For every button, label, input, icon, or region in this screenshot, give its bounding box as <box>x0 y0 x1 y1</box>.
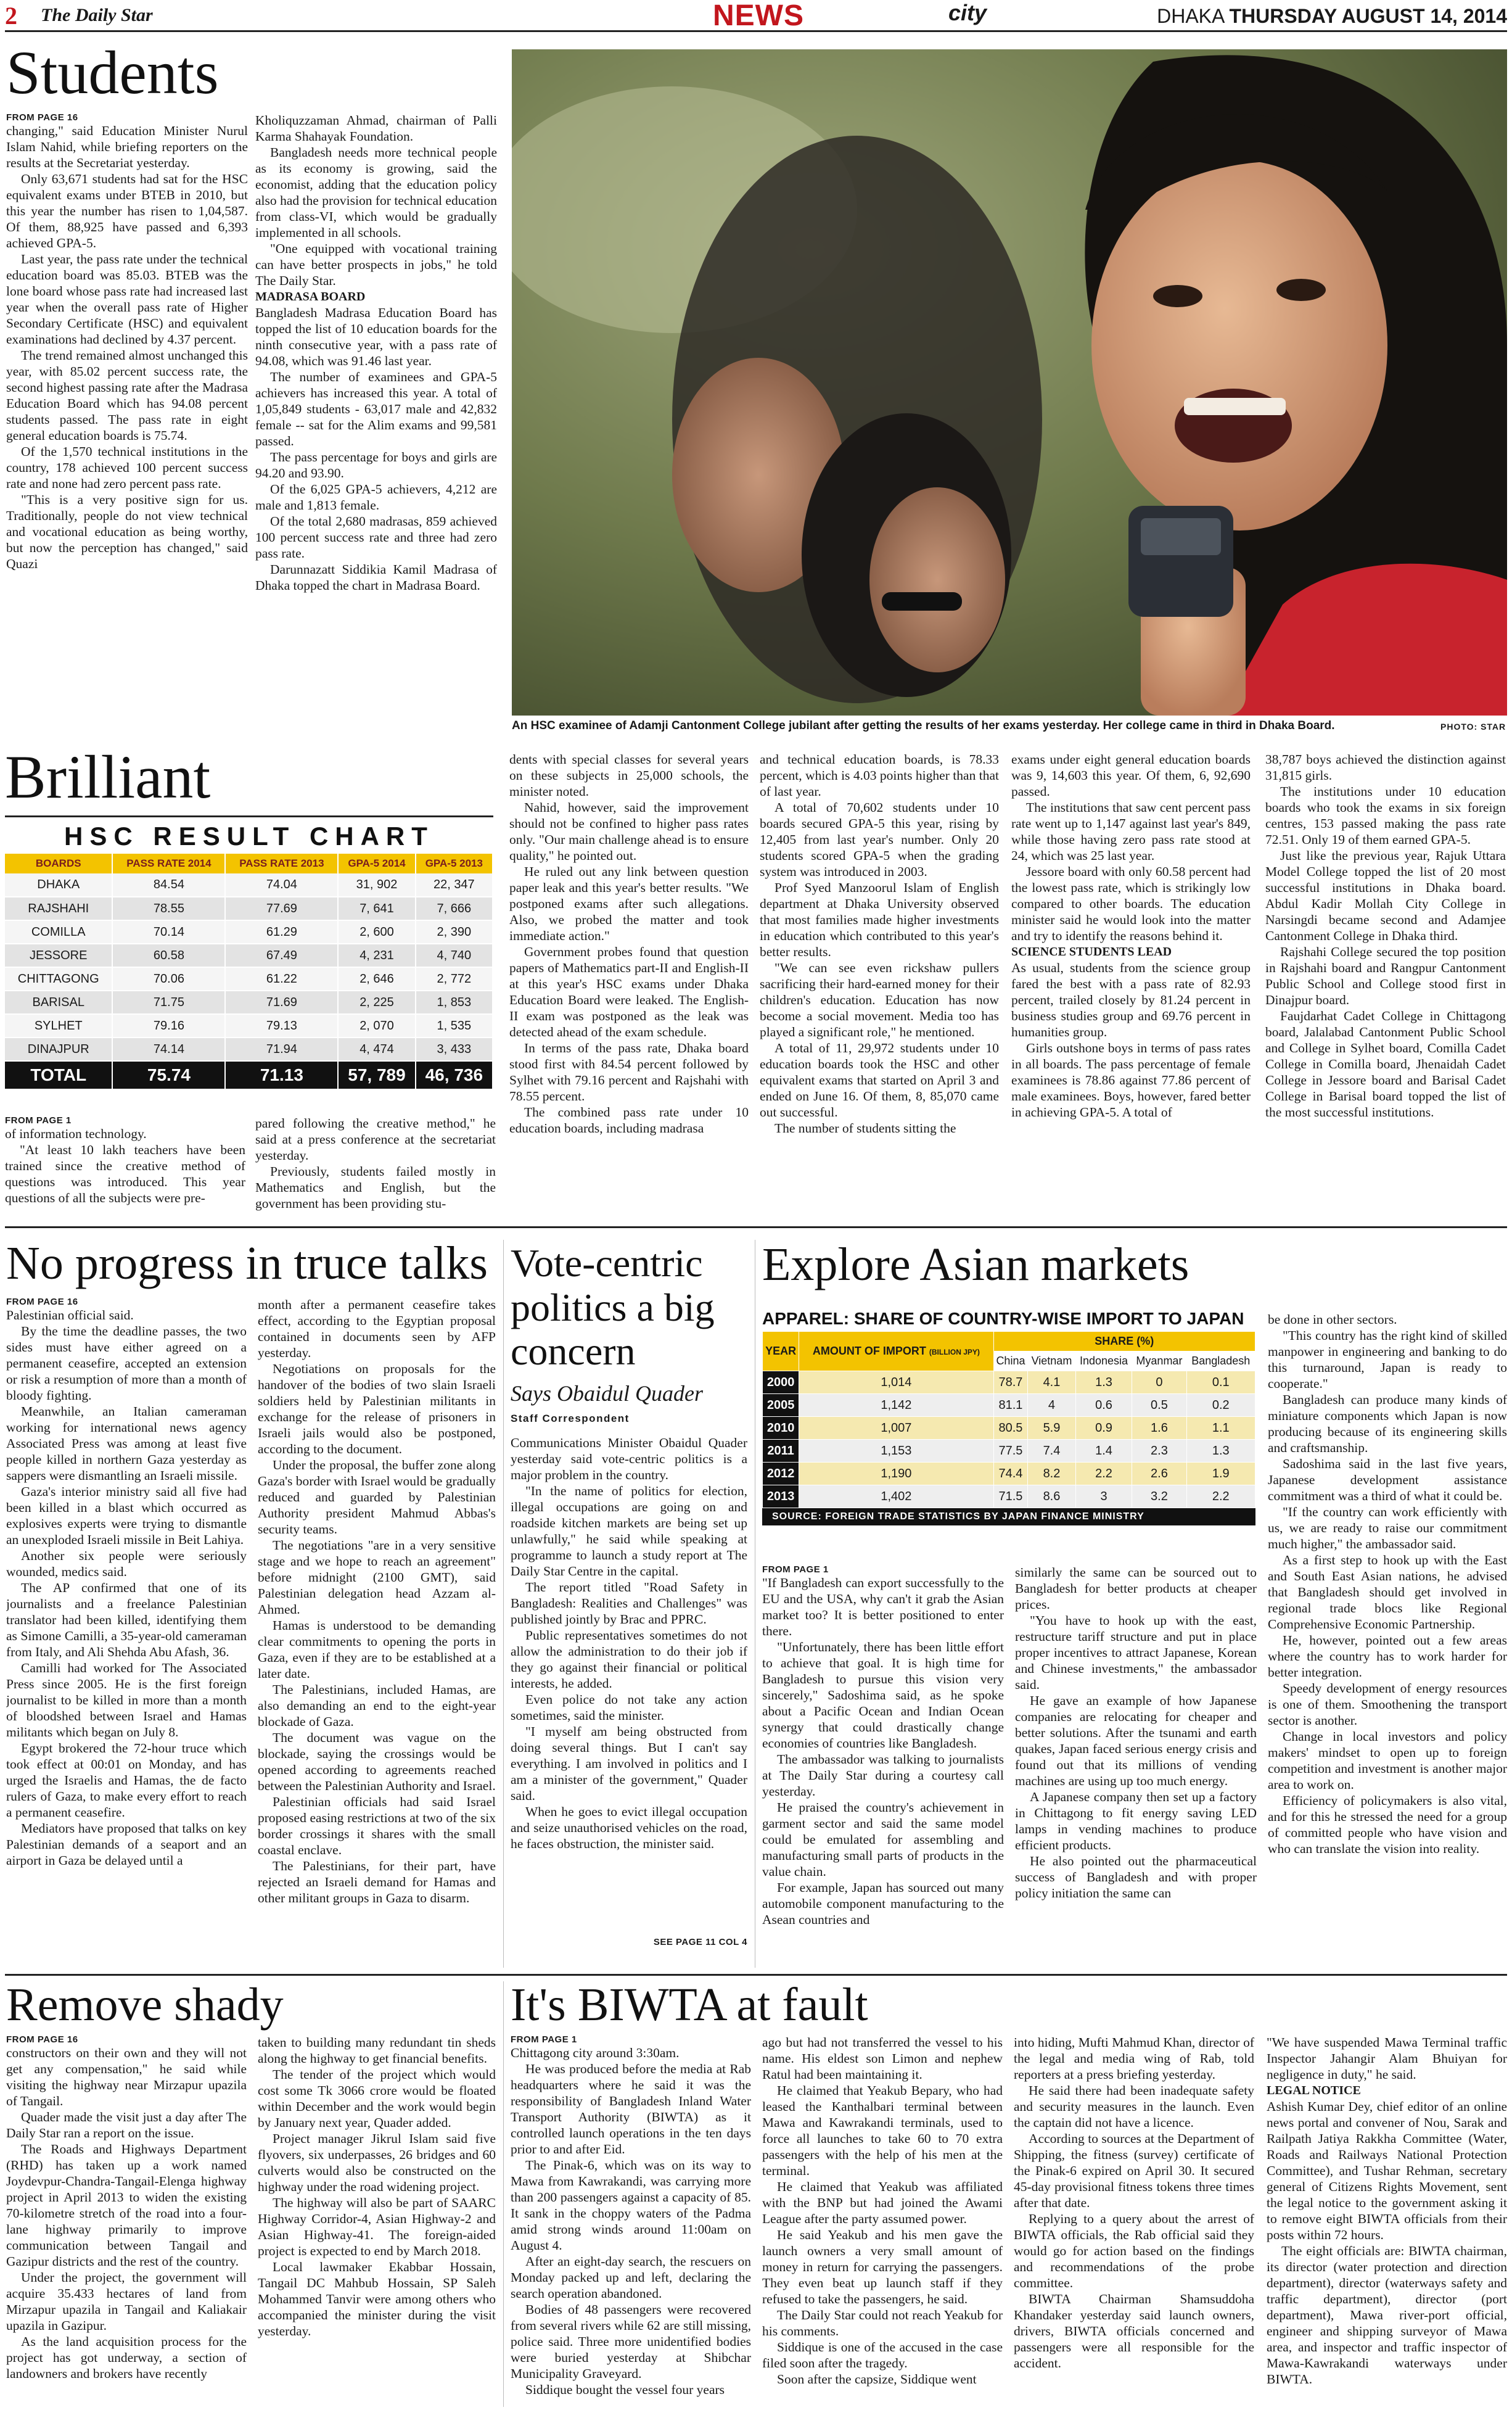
paper-name: The Daily Star <box>41 5 153 25</box>
country-header: Myanmar <box>1132 1351 1186 1371</box>
table-row: 2013 1,402 71.5 8.6 3 3.2 2.2 <box>763 1485 1255 1508</box>
from-page-label: FROM PAGE 1 <box>5 1115 72 1126</box>
shady-headline: Remove shady <box>6 1979 284 2031</box>
table-row: 2000 1,014 78.7 4.1 1.3 0 0.1 <box>763 1371 1255 1394</box>
vote-byline: Staff Correspondent <box>511 1413 630 1424</box>
paragraph: He said there had been inadequate safety and security measures in the launch. Even the captain did not have a licence. <box>1014 2083 1254 2130</box>
column-header: SHARE (%) <box>993 1332 1255 1351</box>
asian-column-2 <box>1015 1564 1257 1969</box>
paragraph: "We can see even rickshaw pullers sacrificing their hard-earned money for their children's education. Education has now become a social movement. Media too has played a significant role," he mentioned. <box>760 960 999 1039</box>
paragraph: As the land acquisition process for the project has got underway, a section of landowners and brokers have recently <box>6 2334 247 2381</box>
paragraph: He gave an example of how Japanese companies are relocating for cheaper and better solutions. After the tsunami and earth quakes, Japan faced serious energy crisis and found out that its millions of vending machines are using up too much energy. <box>1015 1693 1257 1788</box>
from-page-label: FROM PAGE 1 <box>511 2034 577 2045</box>
paragraph: Only 63,671 students had sat for the HSC equivalent exams under BTEB in 2010, but this year the number has risen to 1,04,587. Of them, 88,925 have passed and 6,393 achieved GPA-5. <box>6 171 248 250</box>
paragraph: dents with special classes for several years on these subjects in 25,000 schools, the minister noted. <box>509 752 749 799</box>
table-row: JESSORE 60.58 67.49 4, 231 4, 740 <box>5 944 493 967</box>
paragraph: Camilli had worked for The Associated Press since 2005. He is the first foreign journalist to be killed in more than a month of bloodshed between Israel and Hamas militants which began on July 8. <box>6 1661 247 1739</box>
paragraph: Girls outshone boys in terms of pass rates in all boards. The pass percentage of female examinees is 78.86 against 77.86 percent of male examinees. Boys, however, fared better in achieving GPA-5. A total of <box>1011 1041 1251 1120</box>
paragraph: He was produced before the media at Rab headquarters where he said it was the responsibility of Bangladesh Inland Water Transport Authority (BIWTA) as it controlled launch operations in the ten days prior to and after Eid. <box>511 2061 751 2156</box>
country-header: Vietnam <box>1028 1351 1075 1371</box>
truce-column-1 <box>6 1297 247 1969</box>
brilliant-column-3 <box>509 751 749 1218</box>
paragraph: Under the project, the government will acquire 35.433 hectares of land from Mirzapur upazila in Tangail and Kaliakair upazila in Gazipur. <box>6 2270 247 2333</box>
paragraph: "If Bangladesh can export successfully to the EU and the USA, why can't it grab the Asian market too? It is better positioned to enter there. <box>762 1575 1004 1638</box>
subhead-madrasa-board: MADRASA BOARD <box>255 290 366 303</box>
paragraph: and technical education boards, is 78.33 percent, which is 4.03 points higher than that of last year. <box>760 752 999 799</box>
subsection-label: city <box>948 0 987 25</box>
paragraph: Darunnazatt Siddikia Kamil Madrasa of Dhaka topped the chart in Madrasa Board. <box>255 562 497 593</box>
paragraph: After an eight-day search, the rescuers on Monday packed up and left, declaring the search operation abandoned. <box>511 2254 751 2301</box>
apparel-import-table <box>762 1306 1255 1525</box>
paragraph: Bangladesh needs more technical people as its economy is growing, said the economist, adding that the education policy also had the provision for technical education from class-VI, which would be gradually implemented in all schools. <box>255 145 497 240</box>
paragraph: He also pointed out the pharmaceutical success of Bangladesh and with proper policy initiation the same can <box>1015 1854 1257 1900</box>
paragraph: 38,787 boys achieved the distinction against 31,815 girls. <box>1265 752 1506 783</box>
biwta-headline: It's BIWTA at fault <box>511 1979 868 2031</box>
from-page-label: FROM PAGE 16 <box>6 112 78 123</box>
table-row: RAJSHAHI 78.55 77.69 7, 641 7, 666 <box>5 897 493 920</box>
paragraph: A Japanese company then set up a factory in Chittagong to fit energy saving LED lamps in vending machines to produce efficient products. <box>1015 1789 1257 1852</box>
paragraph: He praised the country's achievement in garment sector and said the same model could be emulated for assembling and manufacturing small parts of products in the value chain. <box>762 1800 1004 1879</box>
table-header <box>763 1332 1255 1351</box>
biwta-column-2 <box>762 2034 1003 2408</box>
shady-column-2 <box>258 2034 496 2408</box>
news-photo <box>512 49 1507 716</box>
country-header: Indonesia <box>1075 1351 1132 1371</box>
paragraph: The number of examinees and GPA-5 achievers has increased this year. A total of 1,05,849 students - 63,017 male and 42,832 female -- sat for the Alim exams and 99,581 passed. <box>255 369 497 448</box>
asian-column-3 <box>1268 1311 1507 1969</box>
students-column-1 <box>6 112 248 735</box>
students-headline: Students <box>6 38 219 107</box>
jump-line: SEE PAGE 11 COL 4 <box>653 1937 747 1947</box>
paragraph: "At least 10 lakh teachers have been trained since the creative method of questions was introduced. This year questions of all the subjects were pre- <box>5 1142 245 1205</box>
column-header: YEAR <box>763 1332 799 1371</box>
column-header: PASS RATE 2014 <box>112 854 225 873</box>
paragraph: constructors on their own and they will not get any compensation," he said while visiting the highway near Mirzapur upazila of Tangail. <box>6 2045 247 2108</box>
section-divider <box>5 1226 1507 1228</box>
paragraph: month after a permanent ceasefire takes effect, according to the Egyptian proposal contained in documents seen by AFP yesterday. <box>258 1297 496 1360</box>
paragraph: Speedy development of energy resources is one of them. Smoothening the transport sector is another. <box>1268 1681 1507 1728</box>
vote-column <box>511 1435 747 1922</box>
paragraph: Kholiquzzaman Ahmad, chairman of Palli Karma Shahayak Foundation. <box>255 113 497 144</box>
paragraph: Egypt brokered the 72-hour truce which took effect at 00:01 on Monday, and has urged the Israelis and Hamas, the de facto rulers of Gaza, to make every effort to reach a permanent ceasefire. <box>6 1741 247 1820</box>
paragraph: Government probes found that question papers of Mathematics part-II and English-II at this year's HSC exams under Dhaka Education Board were leaked. The English-II exam was postponed as the leak was detected ahead of the exam schedule. <box>509 944 749 1039</box>
photo-credit: PHOTO: STAR <box>1440 722 1506 732</box>
paragraph: of information technology. <box>5 1126 147 1141</box>
japan-import-share-table <box>762 1331 1255 1508</box>
brilliant-column-2 <box>255 1115 496 1218</box>
vote-headline: Vote-centric politics a big concern <box>511 1241 715 1374</box>
paragraph: The tender of the project which would cost some Tk 3066 crore would be floated within December and the work would begin by January next year, Quader added. <box>258 2067 496 2130</box>
paragraph: The AP confirmed that one of its journalists and a freelance Palestinian translator had been killed, identifying them as Simone Camilli, a 35-year-old cameraman from Italy, and Ali Shehda Abu Afash, 36. <box>6 1580 247 1659</box>
paragraph: The Roads and Highways Department (RHD) has taken up a work named Joydevpur-Chandra-Tangail-Elenga highway project in April 2013 to widen the existing 70-kilometre stretch of the road into a four-lane highway primarily to improve communication between Tangail and Gazipur districts and the rest of the country. <box>6 2142 247 2269</box>
paragraph: "Unfortunately, there has been little effort to achieve that goal. It is high time for Bangladesh to pursue this vision very sincerely," Sadoshima said, as he spoke about a Pacific Ocean and Indian Ocean synergy that could drastically change economies of countries like Bangladesh. <box>762 1640 1004 1751</box>
paragraph: Ashish Kumar Dey, chief editor of an online news portal and convener of Nou, Sarak and Railpath Jatiya Rakkha Committee (Water, Roads and Railways National Protection Committee), and Tushar Rehman, secretary general of Citizens Rights Movement, sent the legal notice to the government asking it to remove eight BIWTA officials from their posts within 72 hours. <box>1267 2099 1507 2242</box>
paragraph: similarly the same can be sourced out to Bangladesh for better products at cheaper prices. <box>1015 1565 1257 1612</box>
brilliant-column-6 <box>1265 751 1506 1218</box>
paragraph: Soon after the capsize, Siddique went <box>777 2372 977 2387</box>
table-row: BARISAL 71.75 71.69 2, 225 1, 853 <box>5 991 493 1014</box>
table-row: 2010 1,007 80.5 5.9 0.9 1.6 1.1 <box>763 1417 1255 1440</box>
table-row: CHITTAGONG 70.06 61.22 2, 646 2, 772 <box>5 967 493 991</box>
paragraph: Previously, students failed mostly in Mathematics and English, but the government has been providing stu- <box>255 1164 496 1211</box>
hsc-result-chart <box>5 815 493 1090</box>
paragraph: Faujdarhat Cadet College in Chittagong board, Jalalabad Cantonment Public School and College in Sylhet board, Comilla Cadet College in Comilla board, Jhenaidah Cadet College in Jessore board and Barisal Cadet College in Barisal board topped the list of the most successful institutions. <box>1265 1009 1506 1120</box>
column-header: PASS RATE 2013 <box>225 854 338 873</box>
paragraph: Nahid, however, said the improvement should not be confined to higher pass rates only. "Our main challenge ahead is to ensure quality," he pointed out. <box>509 800 749 863</box>
paragraph: He claimed that Yeakub was affiliated with the BNP but had joined the Awami League after the party assumed power. <box>762 2179 1003 2226</box>
paragraph: Jessore board with only 60.58 percent had the lowest pass rate, which is strikingly low compared to other boards. The education minister said he would look into the matter and try to identify the reasons behind it. <box>1011 864 1251 943</box>
paragraph: Bangladesh Madrasa Education Board has topped the list of 10 education boards for the ninth consecutive year, with a pass rate of 94.08, which was 91.46 last year. <box>255 305 497 368</box>
paragraph: "This country has the right kind of skilled manpower in engineering and banking to do this turnaround, Japan is ready to cooperate." <box>1268 1328 1507 1391</box>
shady-column-1 <box>6 2034 247 2408</box>
paragraph: Public representatives sometimes do not allow the administration to do their job if they go against their financial or political interests, he added. <box>511 1628 747 1691</box>
paragraph: Just like the previous year, Rajuk Uttara Model College topped the list of 20 most successful institutions in Dhaka board. Abdul Kadir Mollah City College in Narsingdi became second and Adamjee Cantonment College in Dhaka third. <box>1265 848 1506 943</box>
paragraph: He, however, pointed out a few areas where the country has to work harder for better integration. <box>1268 1633 1507 1680</box>
table-row: 2005 1,142 81.1 4 0.6 0.5 0.2 <box>763 1394 1255 1417</box>
paragraph: Communications Minister Obaidul Quader yesterday said vote-centric politics is a major problem in the country. <box>511 1435 747 1482</box>
paragraph: Gaza's interior ministry said all five had been killed in a blast which occurred as explosives experts were trying to dismantle an unexploded Israeli missile in Beit Lahiya. <box>6 1484 247 1547</box>
paragraph: By the time the deadline passes, the two sides must have either agreed on a permanent ceasefire, accepted an extension or risk a resumption of more than a month of bloody fighting. <box>6 1324 247 1403</box>
paragraph: Replying to a query about the arrest of BIWTA officials, the Rab official said they would go for action based on the findings and recommendations of the probe committee. <box>1014 2211 1254 2290</box>
section-label: NEWS <box>713 0 804 32</box>
paragraph: The institutions under 10 education boards who took the exams in six foreign centres, 153 passed making the pass rate 72.51. Only 19 of them earned GPA-5. <box>1265 784 1506 847</box>
column-header: BOARDS <box>5 854 112 873</box>
paragraph: For example, Japan has sourced out many automobile component manufacturing to the Asean countries and <box>762 1880 1004 1927</box>
hsc-result-table <box>5 854 493 1090</box>
paragraph: Palestinian official said. <box>6 1308 134 1323</box>
paragraph: Hamas is understood to be demanding clear commitments to opening the ports in Gaza, even if they are to be established at a later date. <box>258 1618 496 1681</box>
brilliant-column-4 <box>760 751 999 1218</box>
paragraph: Of the 1,570 technical institutions in the country, 178 achieved 100 percent success rate and none had zero percent pass rate. <box>6 444 248 491</box>
paragraph: "In the name of politics for election, illegal occupations are going on and roadside kitchen markets are being set up unlawfully," he said while speaking at programme to launch a study report at The Daily Star Centre in the capital. <box>511 1484 747 1578</box>
brilliant-column-1 <box>5 1115 245 1218</box>
paragraph: Even police do not take any action sometimes, said the minister. <box>511 1692 747 1723</box>
table-source: SOURCE: FOREIGN TRADE STATISTICS BY JAPAN FINANCE MINISTRY <box>762 1508 1255 1525</box>
biwta-column-1 <box>511 2034 751 2408</box>
paragraph: "You have to hook up with the east, restructure tariff structure and put in place proper incentives to attract Japanese, Korean and Chinese investments," the ambassador said. <box>1015 1613 1257 1692</box>
table-total-row: TOTAL 75.74 71.13 57, 789 46, 736 <box>5 1061 493 1089</box>
paragraph: The trend remained almost unchanged this year, with 85.02 percent success rate, the second highest passing rate after the Madrasa Education Board which has 94.08 percent students passed. The pass rate in eight general education boards is 75.74. <box>6 348 248 443</box>
paragraph: Siddique bought the vessel four years <box>525 2382 725 2397</box>
paragraph: BIWTA Chairman Shamsuddoha Khandaker yesterday said launch owners, drivers, BIWTA officials concerned and passengers were all responsible for the accident. <box>1014 2292 1254 2371</box>
column-rule <box>503 1240 504 1968</box>
paragraph: A total of 11, 29,972 students under 10 education boards took the HSC and other equivalent exams that started on April 3 and ended on June 16. Of them, 8, 85,070 came out successful. <box>760 1041 999 1120</box>
paragraph: Chittagong city around 3:30am. <box>511 2045 680 2060</box>
paragraph: Of the total 2,680 madrasas, 859 achieved 100 percent success rate and three had zero pass rate. <box>255 514 497 561</box>
paragraph: Mediators have proposed that talks on key Palestinian demands of a seaport and an airport in Gaza be delayed until a <box>6 1821 247 1868</box>
table-header <box>5 854 493 873</box>
paragraph: The Palestinians, for their part, have rejected an Israeli demand for Hamas and other militant groups in Gaza to disarm. <box>258 1859 496 1905</box>
paragraph: The Pinak-6, which was on its way to Mawa from Kawrakandi, was carrying more than 200 passengers against a capacity of 85. It sank in the choppy waters of the Padma amid strong winds around 11:00am on August 4. <box>511 2158 751 2253</box>
column-rule <box>503 1981 504 2407</box>
table-title: APPAREL: SHARE OF COUNTRY-WISE IMPORT TO JAPAN <box>762 1309 1244 1328</box>
from-page-label: FROM PAGE 16 <box>6 2034 78 2045</box>
paragraph: ago but had not transferred the vessel to his name. His eldest son Limon and nephew Ratul had been maintaining it. <box>762 2035 1003 2082</box>
subhead-legal-notice: LEGAL NOTICE <box>1267 2084 1361 2097</box>
paragraph: into hiding, Mufti Mahmud Khan, director of the legal and media wing of Rab, told reporters at a press briefing yesterday. <box>1014 2035 1254 2082</box>
paragraph: "We have suspended Mawa Terminal traffic Inspector Jahangir Alam Bhuiyan for negligence in duty," he said. <box>1267 2035 1507 2082</box>
biwta-column-4 <box>1267 2034 1507 2408</box>
paragraph: The document was vague on the blockade, saying the crossings would be opened according to agreements reached between the Palestinian Authority and Israel. <box>258 1730 496 1793</box>
paragraph: taken to building many redundant tin sheds along the highway to get financial benefits. <box>258 2035 496 2066</box>
paragraph: Sadoshima said in the last five years, Japanese development assistance commitment was a third of what it could be. <box>1268 1456 1507 1503</box>
paragraph: In terms of the pass rate, Dhaka board stood first with 84.54 percent followed by Sylhet with 79.16 percent and Rajshahi with 78.55 percent. <box>509 1041 749 1104</box>
brilliant-headline: Brilliant <box>5 743 211 811</box>
column-header: GPA-5 2013 <box>416 854 493 873</box>
paragraph: Siddique is one of the accused in the case filed soon after the tragedy. <box>762 2340 1003 2371</box>
paragraph: The Daily Star could not reach Yeakub for his comments. <box>762 2308 1003 2338</box>
paragraph: Negotiations on proposals for the handover of the bodies of two slain Israeli soldiers held by Palestinian militants in exchange for the release of prisoners in Israeli jails would also be postponed, according to the document. <box>258 1361 496 1456</box>
paragraph: The report titled "Road Safety in Bangladesh: Realities and Challenges" was published jointly by Brac and PPRC. <box>511 1580 747 1627</box>
paragraph: He claimed that Yeakub Bepary, who had leased the Kanthalbari terminal between Mawa and Kawrakandi terminals, used to force all launches to take 60 to 70 extra passengers with the help of his men at the terminal. <box>762 2083 1003 2178</box>
paragraph: exams under eight general education boards was 9, 14,603 this year. Of them, 6, 92,690 passed. <box>1011 752 1251 799</box>
chart-title: HSC RESULT CHART <box>5 815 493 854</box>
table-row: 2012 1,190 74.4 8.2 2.2 2.6 1.9 <box>763 1463 1255 1485</box>
paragraph: When he goes to evict illegal occupation and seize unauthorised vehicles on the road, he faces obstruction, the minister said. <box>511 1804 747 1851</box>
table-row: COMILLA 70.14 61.29 2, 600 2, 390 <box>5 920 493 944</box>
paragraph: be done in other sectors. <box>1268 1312 1397 1327</box>
paragraph: According to sources at the Department of Shipping, the fitness (survey) certificate of the Pinak-6 expired on April 30. It secured 45-day provisional fitness tokens three times after that date. <box>1014 2131 1254 2210</box>
paragraph: Another six people were seriously wounded, medics said. <box>6 1548 247 1579</box>
paragraph: Prof Syed Manzoorul Islam of English department at Dhaka University observed that most families made higher investments in education which contributed to this year's better results. <box>760 880 999 959</box>
paragraph: As a first step to hook up with the East and South East Asian nations, he advised that Bangladesh should get involved in regional trade blocs like Regional Comprehensive Economic Partnership. <box>1268 1553 1507 1632</box>
subhead-science-students-lead: SCIENCE STUDENTS LEAD <box>1011 945 1172 959</box>
paragraph: As usual, students from the science group fared the best with a pass rate of 82.93 percent, trailed closely by 81.24 percent in business studies group and 69.76 percent in humanities group. <box>1011 960 1251 1039</box>
paragraph: Quader made the visit just a day after The Daily Star ran a report on the issue. <box>6 2110 247 2140</box>
truce-headline: No progress in truce talks <box>6 1237 488 1289</box>
paragraph: Of the 6,025 GPA-5 achievers, 4,212 are male and 1,813 female. <box>255 482 497 513</box>
from-page-label: FROM PAGE 1 <box>762 1564 829 1575</box>
asian-column-1 <box>762 1564 1004 1969</box>
column-header: AMOUNT OF IMPORT (BILLION JPY) <box>799 1332 993 1371</box>
paragraph: Efficiency of policymakers is also vital, and for this he stressed the need for a group of committed people who have vision and who can translate the vision into reality. <box>1268 1793 1507 1856</box>
vote-subheadline: Says Obaidul Quader <box>511 1381 703 1406</box>
table-row: DHAKA 84.54 74.04 31, 902 22, 347 <box>5 873 493 897</box>
table-row: SYLHET 79.16 79.13 2, 070 1, 535 <box>5 1014 493 1038</box>
biwta-column-3 <box>1014 2034 1254 2408</box>
students-column-2 <box>255 112 497 735</box>
paragraph: The negotiations "are in a very sensitive stage and we hope to reach an agreement" before midnight (2100 GMT), said Palestinian delegation head Azzam al-Ahmed. <box>258 1538 496 1617</box>
paragraph: He ruled out any link between question paper leak and this year's better results. "We postponed exams after such allegations. Also, we probed the matter and took immediate action." <box>509 864 749 943</box>
paragraph: Last year, the pass rate under the technical education board was 85.03. BTEB was the lone board whose pass rate had increased last year when the overall pass rate of Higher Secondary Certificate (HSC) and equivalent examinations had declined by 4.37 percent. <box>6 252 248 347</box>
paragraph: "This is a very positive sign for us. Traditionally, people do not view technical and vocational education as being worthy, but now the perception has changed," said Quazi <box>6 492 248 571</box>
photo-caption: An HSC examinee of Adamji Cantonment College jubilant after getting the results of her exams yesterday. Her college came in third in Dhaka Board. <box>512 719 1335 732</box>
from-page-label: FROM PAGE 16 <box>6 1297 78 1307</box>
paragraph: Local lawmaker Ekabbar Hossain, Tangail DC Mahbub Hossain, SP Saleh Mohammed Tanvir were among others who accompanied the minister during the visit yesterday. <box>258 2259 496 2338</box>
masthead <box>5 0 1507 32</box>
country-header: Bangladesh <box>1186 1351 1255 1371</box>
brilliant-column-5 <box>1011 751 1251 1218</box>
paragraph: Bodies of 48 passengers were recovered from several rivers while 62 are still missing, police said. Three more unidentified bodies were buried yesterday at Shibchar Municipality Graveyard. <box>511 2302 751 2381</box>
paragraph: Change in local investors and policy makers' mindset to open up to foreign competition and investment is another major area to work on. <box>1268 1729 1507 1792</box>
paragraph: Under the proposal, the buffer zone along Gaza's border with Israel would be gradually reduced and guarded by Palestinian Authority president Mahmud Abbas's security teams. <box>258 1458 496 1537</box>
paragraph: Palestinian officials had said Israel proposed easing restrictions at two of the six border crossings it shares with the small coastal enclave. <box>258 1794 496 1857</box>
asian-headline: Explore Asian markets <box>762 1239 1189 1290</box>
paragraph: The ambassador was talking to journalists at The Daily Star during a courtesy call yesterday. <box>762 1752 1004 1799</box>
column-header: GPA-5 2014 <box>338 854 415 873</box>
paragraph: The Palestinians, included Hamas, are also demanding an end to the eight-year blockade of Gaza. <box>258 1682 496 1729</box>
paragraph: The highway will also be part of SAARC Highway Corridor-4, Asian Highway-2 and Asian Highway-41. The foreign-aided project is expected to end by March 2018. <box>258 2195 496 2258</box>
section-divider <box>5 1974 1507 1976</box>
truce-column-2 <box>258 1297 496 1969</box>
paragraph: "One equipped with vocational training can have better prospects in jobs," he told The Daily Star. <box>255 241 497 288</box>
paragraph: He said Yeakub and his men gave the launch owners a very small amount of money in return for carrying the passengers. They even beat up launch staff if they refused to take the passengers, he said. <box>762 2227 1003 2306</box>
paragraph: Bangladesh can produce many kinds of miniature components which Japan is now producing because of its engineering skills and craftsmanship. <box>1268 1392 1507 1455</box>
paragraph: The number of students sitting the <box>774 1121 956 1136</box>
students-celebrating-image <box>512 49 1507 716</box>
page-number: 2 <box>5 2 17 30</box>
paragraph: Rajshahi College secured the top position in Rajshahi board and Rangpur Cantonment Public School and College stood first in Dinajpur board. <box>1265 944 1506 1007</box>
paragraph: The eight officials are: BIWTA chairman, its director (water protection and direction department), director (waterways safety and traffic department), director (port department), Mawa river-port official, engineer and shipping surveyor of Mawa area, and inspector and traffic inspector of Mawa-Kawrakandi waterways under BIWTA. <box>1267 2243 1507 2387</box>
table-row: DINAJPUR 74.14 71.94 4, 474 3, 433 <box>5 1038 493 1061</box>
issue-date: DHAKA THURSDAY AUGUST 14, 2014 <box>1157 5 1507 27</box>
paragraph: The institutions that saw cent percent pass rate went up to 1,147 against last year's 849, while those having zero pass rate stood at 24, which was 25 last year. <box>1011 800 1251 863</box>
paragraph: pared following the creative method," he said at a press conference at the secretariat yesterday. <box>255 1116 496 1163</box>
paragraph: Project manager Jikrul Islam said five flyovers, six underpasses, 26 bridges and 60 culverts would also be constructed on the highway under the road widening project. <box>258 2131 496 2194</box>
paragraph: "I myself am being obstructed from doing several things. But I can't say everything. I am involved in politics and I am a minister of the government," Quader said. <box>511 1724 747 1803</box>
paragraph: A total of 70,602 students under 10 boards secured GPA-5 this year, rising by 12,405 from last year's number. Only 20 students scored GPA-5 when the grading system was introduced in 2003. <box>760 800 999 879</box>
paragraph: Meanwhile, an Italian cameraman working for international news agency Associated Press was among at least five people killed in northern Gaza yesterday as sappers were dismantling an Israeli missile. <box>6 1404 247 1483</box>
table-row: 2011 1,153 77.5 7.4 1.4 2.3 1.3 <box>763 1440 1255 1463</box>
paragraph: The combined pass rate under 10 education boards, including madrasa <box>509 1105 749 1136</box>
paragraph: The pass percentage for boys and girls are 94.20 and 93.90. <box>255 450 497 481</box>
paragraph: changing," said Education Minister Nurul Islam Nahid, while briefing reporters on the results at the Secretariat yesterday. <box>6 123 248 170</box>
country-header: China <box>993 1351 1028 1371</box>
paragraph: "If the country can work efficiently with us, we are ready to raise our commitment much higher," the ambassador said. <box>1268 1504 1507 1551</box>
